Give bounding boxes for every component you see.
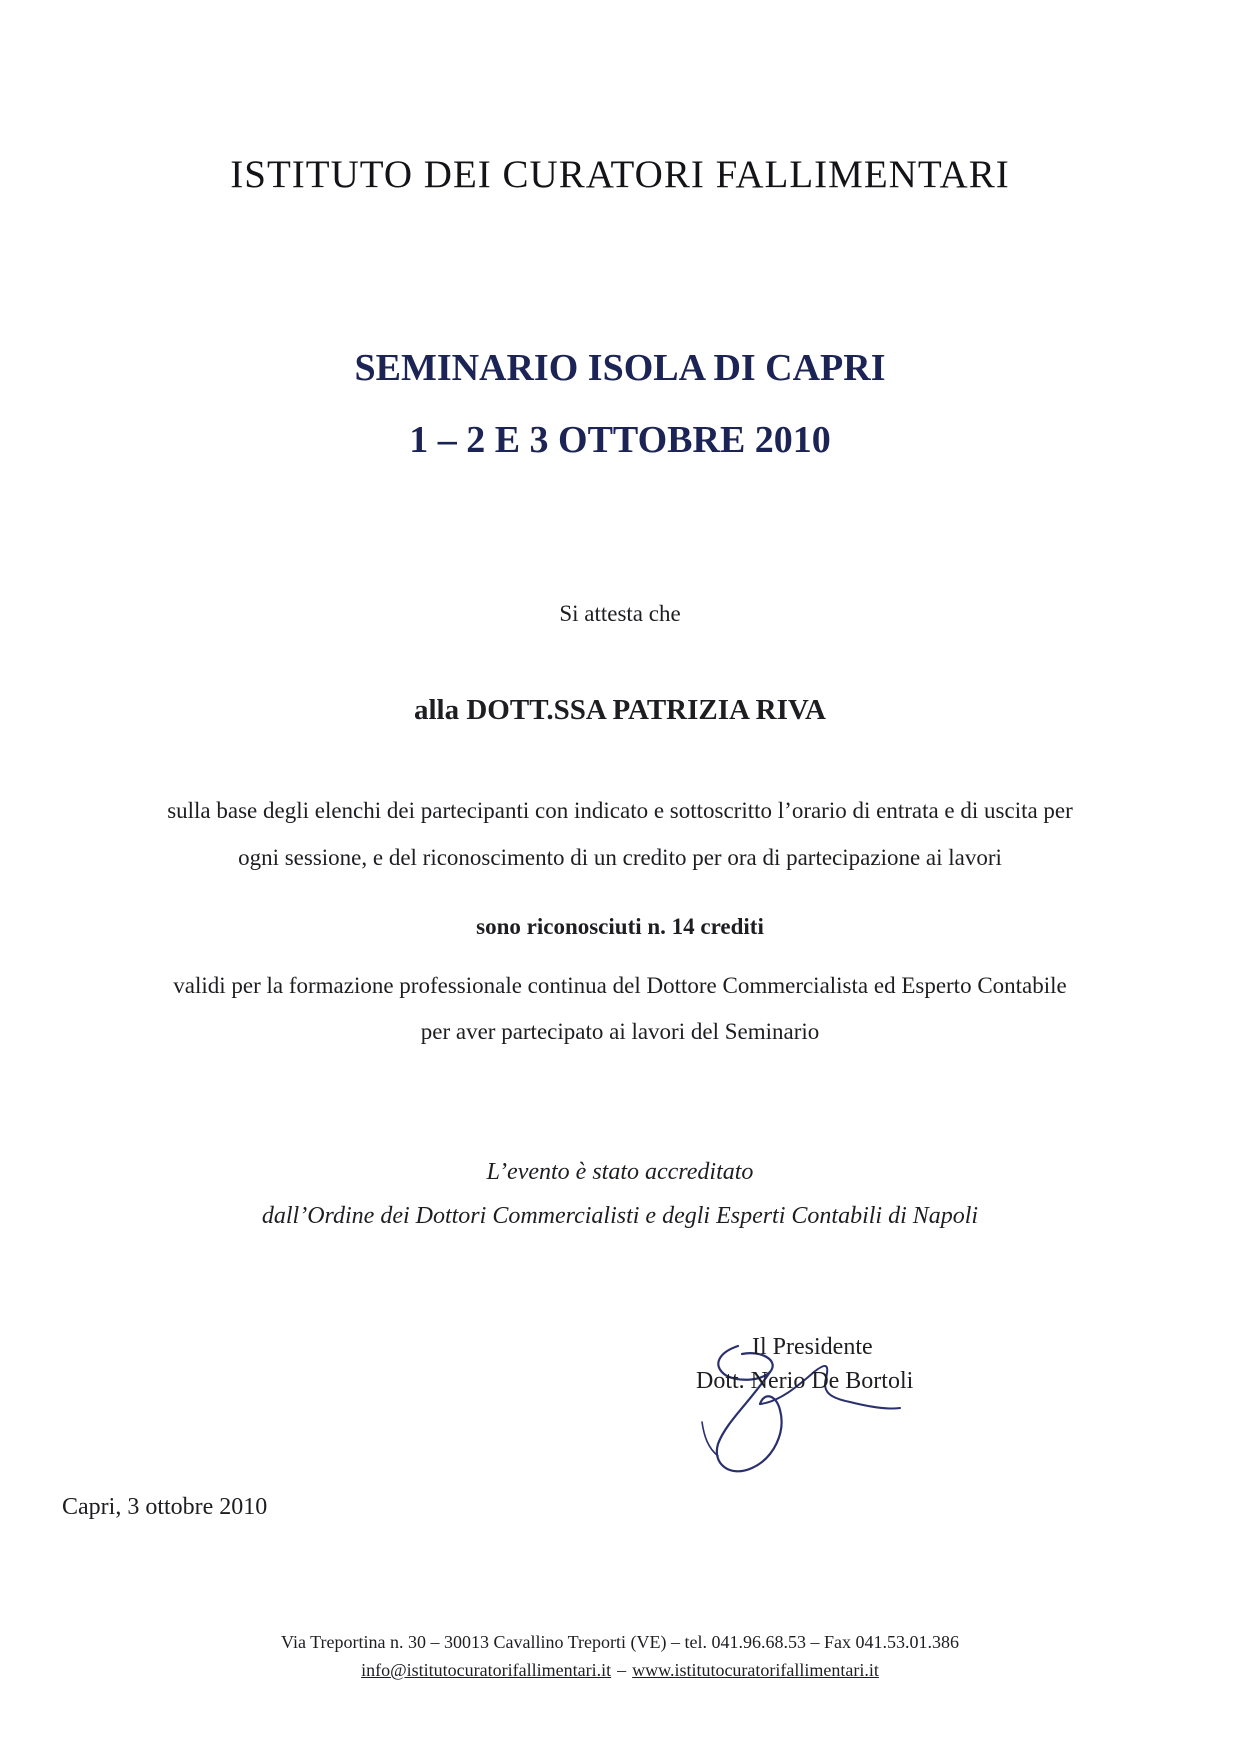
president-title: Il Presidente <box>752 1334 873 1360</box>
attest-text: Si attesta che <box>559 601 681 626</box>
basis-line-2: ogni sessione, e del riconoscimento di un credito per ora di partecipazione ai lavori <box>238 845 1002 870</box>
credits-statement: sono riconosciuti n. 14 crediti <box>476 914 764 939</box>
president-name: Dott. Nerio De Bortoli <box>696 1368 914 1394</box>
signature-block <box>690 1332 1010 1482</box>
institute-heading: ISTITUTO DEI CURATORI FALLIMENTARI <box>230 153 1010 196</box>
footer-separator: – <box>617 1660 627 1680</box>
footer-email-link[interactable]: info@istitutocuratorifallimentari.it <box>361 1660 612 1680</box>
footer-website-link[interactable]: www.istitutocuratorifallimentari.it <box>632 1660 879 1680</box>
seminar-dates: 1 – 2 E 3 OTTOBRE 2010 <box>409 419 831 461</box>
footer-address: Via Treportina n. 30 – 30013 Cavallino Treporti (VE) – tel. 041.96.68.53 – Fax 041.53.01.386 <box>281 1632 959 1652</box>
seminar-title: SEMINARIO ISOLA DI CAPRI <box>354 347 886 389</box>
footer-contacts <box>0 1660 1240 1681</box>
basis-line-1: sulla base degli elenchi dei partecipanti con indicato e sottoscritto l’orario di entrata e di uscita per <box>167 798 1073 823</box>
recipient-name: alla DOTT.SSA PATRIZIA RIVA <box>413 694 827 726</box>
accreditation-line-2: dall’Ordine dei Dottori Commercialisti e degli Esperti Contabili di Napoli <box>261 1203 979 1229</box>
validity-line-1: validi per la formazione professionale continua del Dottore Commercialista ed Esperto Contabile <box>173 973 1067 998</box>
place-and-date: Capri, 3 ottobre 2010 <box>62 1494 268 1520</box>
validity-line-2: per aver partecipato ai lavori del Seminario <box>420 1019 820 1044</box>
accreditation-line-1: L’evento è stato accreditato <box>486 1159 754 1185</box>
